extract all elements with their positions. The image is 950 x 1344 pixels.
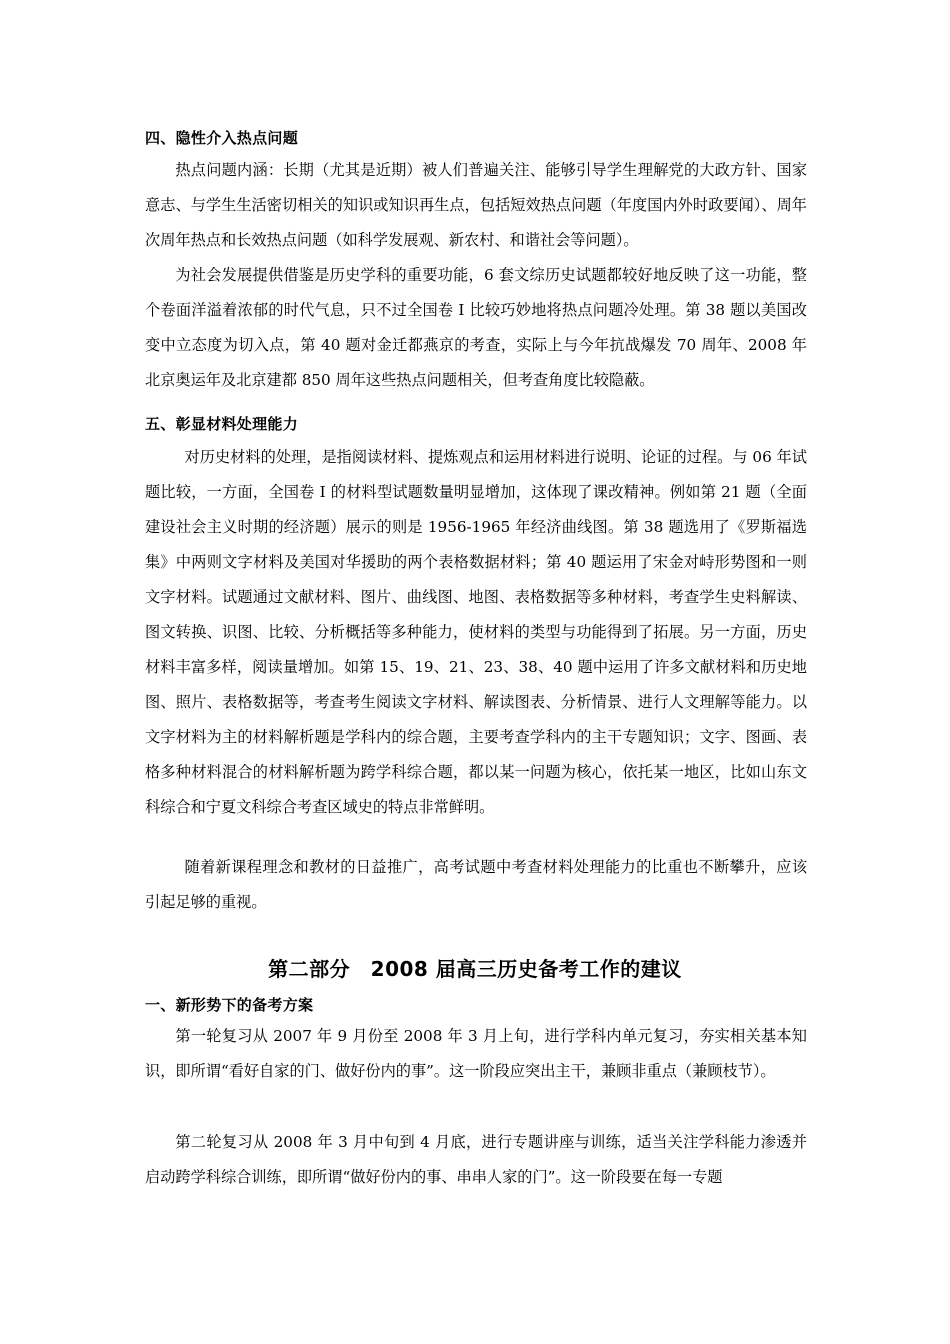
part2-paragraph-1: 第一轮复习从 2007 年 9 月份至 2008 年 3 月上旬，进行学科内单元复习，夯实相关基本知识，即所谓“看好自家的门、做好份内的事”。这一阶段应突出主干，兼顾非重点（兼顾枝节）。 <box>145 1027 807 1080</box>
part2-section1-heading: 一、新形势下的备考方案 <box>145 996 314 1014</box>
section5-heading: 五、彰显材料处理能力 <box>145 415 299 433</box>
section5-paragraph-2: 随着新课程理念和教材的日益推广，高考试题中考查材料处理能力的比重也不断攀升，应该引起足够的重视。 <box>145 858 807 911</box>
section4-paragraph-2: 为社会发展提供借鉴是历史学科的重要功能，6 套文综历史试题都较好地反映了这一功能，整个卷面洋溢着浓郁的时代气息，只不过全国卷 I 比较巧妙地将热点问题冷处理。第 38 题以美国改变中立态度为切入点，第 40 题对金迁都燕京的考查，实际上与今年抗战爆发 70 周年、2008 年北京奥运年及北京建都 850 周年这些热点问题相关，但考查角度比较隐蔽。 <box>145 266 807 389</box>
part2-title: 第二部分 2008 届高三历史备考工作的建议 <box>268 957 682 981</box>
section4-heading: 四、隐性介入热点问题 <box>145 129 299 147</box>
section5-paragraph-1: 对历史材料的处理，是指阅读材料、提炼观点和运用材料进行说明、论证的过程。与 06 年试题比较，一方面，全国卷 I 的材料型试题数量明显增加，这体现了课改精神。例如第 21 题（全面建设社会主义时期的经济题）展示的则是 1956-1965 年经济曲线图。第 38 题选用了《罗斯福选集》中两则文字材料及美国对华援助的两个表格数据材料；第 40 题运用了宋金对峙形势图和一则文字材料。试题通过文献材料、图片、曲线图、地图、表格数据等多种材料，考查学生史料解读、图文转换、识图、比较、分析概括等多种能力，使材料的类型与功能得到了拓展。另一方面，历史材料丰富多样，阅读量增加。如第 15、19、21、23、38、40 题中运用了许多文献材料和历史地图、照片、表格数据等，考查考生阅读文字材料、解读图表、分析情景、进行人文理解等能力。以文字材料为主的材料解析题是学科内的综合题，主要考查学科内的主干专题知识；文字、图画、表格多种材料混合的材料解析题为跨学科综合题，都以某一问题为核心，依托某一地区，比如山东文科综合和宁夏文科综合考查区域史的特点非常鲜明。 <box>145 448 807 816</box>
part2-paragraph-2: 第二轮复习从 2008 年 3 月中旬到 4 月底，进行专题讲座与训练，适当关注学科能力渗透并启动跨学科综合训练，即所谓“做好份内的事、串串人家的门”。这一阶段要在每一专题 <box>145 1133 807 1186</box>
section4-paragraph-1: 热点问题内涵：长期（尤其是近期）被人们普遍关注、能够引导学生理解党的大政方针、国家意志、与学生生活密切相关的知识或知识再生点，包括短效热点问题（年度国内外时政要闻）、周年次周年热点和长效热点问题（如科学发展观、新农村、和谐社会等问题）。 <box>145 161 807 249</box>
